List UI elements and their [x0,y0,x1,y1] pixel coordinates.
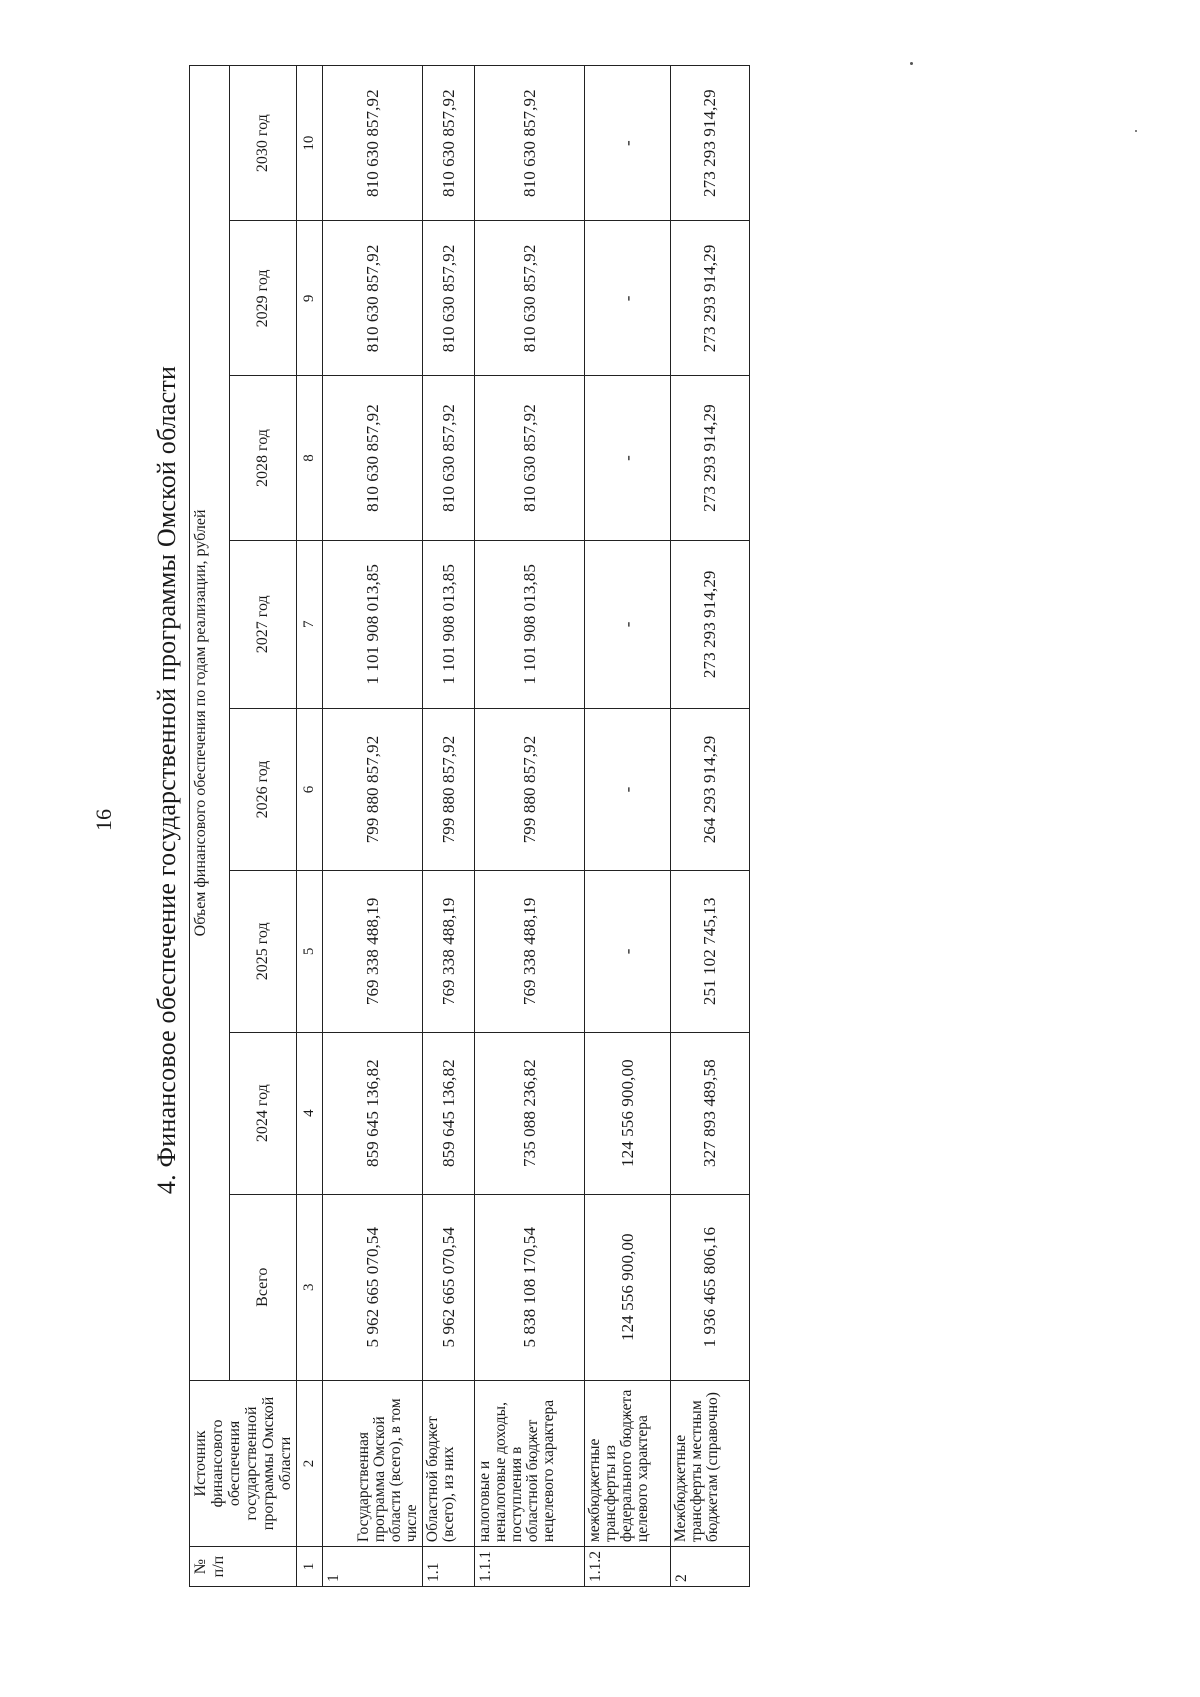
row-value: 5 962 665 070,54 [423,1194,475,1380]
header-year: 2028 год [230,376,297,540]
row-value: - [585,376,671,540]
header-year: 2026 год [230,709,297,871]
index-cell: 3 [297,1194,323,1380]
index-cell: 7 [297,540,323,709]
row-value: 810 630 857,92 [323,66,423,221]
table-row [671,66,750,1587]
header-year: 2027 год [230,540,297,709]
row-value: 810 630 857,92 [423,66,475,221]
row-number: 1 [323,1547,423,1587]
row-value: 327 893 489,58 [671,1032,750,1194]
index-cell: 4 [297,1032,323,1194]
index-row [297,66,323,1587]
financing-table [189,65,750,1587]
row-value: 124 556 900,00 [585,1194,671,1380]
table-row [475,66,585,1587]
row-value: 769 338 488,19 [475,870,585,1032]
index-cell: 5 [297,870,323,1032]
row-value: 273 293 914,29 [671,66,750,221]
row-value: 1 101 908 013,85 [475,540,585,709]
header-year: 2024 год [230,1032,297,1194]
row-value: 799 880 857,92 [423,709,475,871]
header-row-top [190,66,230,1587]
row-number: 1.1 [423,1547,475,1587]
row-value: 810 630 857,92 [423,376,475,540]
row-value: 810 630 857,92 [423,221,475,376]
row-value: 769 338 488,19 [323,870,423,1032]
row-value: - [585,540,671,709]
row-value: 1 936 465 806,16 [671,1194,750,1380]
row-value: 273 293 914,29 [671,540,750,709]
financing-table-wrapper [189,65,749,1587]
row-value: 810 630 857,92 [475,221,585,376]
row-value: 124 556 900,00 [585,1032,671,1194]
row-value: 273 293 914,29 [671,221,750,376]
header-year: 2029 год [230,221,297,376]
index-cell: 10 [297,66,323,221]
row-value: 273 293 914,29 [671,376,750,540]
index-cell: 9 [297,221,323,376]
row-value: 1 101 908 013,85 [423,540,475,709]
row-value: 735 088 236,82 [475,1032,585,1194]
scan-speck [1135,130,1137,132]
row-number: 1.1.1 [475,1547,585,1587]
section-heading: 4. Финансовое обеспечение государственной программы Омской области [152,365,181,1195]
table-row [323,66,423,1587]
row-value: 799 880 857,92 [323,709,423,871]
header-source: Источник финансового обеспечения государственной программы Омской области [190,1380,297,1546]
row-value: 5 962 665 070,54 [323,1194,423,1380]
index-cell: 6 [297,709,323,871]
row-source: Областной бюджет (всего), из них [423,1380,475,1546]
row-value: 799 880 857,92 [475,709,585,871]
row-value: 859 645 136,82 [323,1032,423,1194]
header-year: 2030 год [230,66,297,221]
row-source: Государственная программа Омской области (всего), в том числе [323,1380,423,1546]
index-cell: 8 [297,376,323,540]
page-number: 16 [91,809,116,831]
header-num: № п/п [190,1547,297,1587]
row-source: межбюджетные трансферты из федерального бюджета целевого характера [585,1380,671,1546]
index-cell: 2 [297,1380,323,1546]
row-number: 1.1.2 [585,1547,671,1587]
header-volume: Объем финансового обеспечения по годам реализации, рублей [190,66,230,1381]
row-value: 859 645 136,82 [423,1032,475,1194]
row-value: 264 293 914,29 [671,709,750,871]
index-cell: 1 [297,1547,323,1587]
row-value: - [585,221,671,376]
header-row-years [230,66,297,1587]
scan-speck [910,62,913,65]
row-value: 1 101 908 013,85 [323,540,423,709]
table-row [585,66,671,1587]
row-number: 2 [671,1547,750,1587]
row-value: 769 338 488,19 [423,870,475,1032]
header-year: Всего [230,1194,297,1380]
row-value: - [585,66,671,221]
table-row [423,66,475,1587]
row-source: налоговые и неналоговые доходы, поступления в областной бюджет нецелевого характера [475,1380,585,1546]
header-year: 2025 год [230,870,297,1032]
row-value: 810 630 857,92 [323,221,423,376]
row-value: 251 102 745,13 [671,870,750,1032]
row-value: 810 630 857,92 [475,376,585,540]
row-value: 810 630 857,92 [323,376,423,540]
row-value: 5 838 108 170,54 [475,1194,585,1380]
row-value: - [585,870,671,1032]
row-value: 810 630 857,92 [475,66,585,221]
row-source: Межбюджетные трансферты местным бюджетам (справочно) [671,1380,750,1546]
row-value: - [585,709,671,871]
